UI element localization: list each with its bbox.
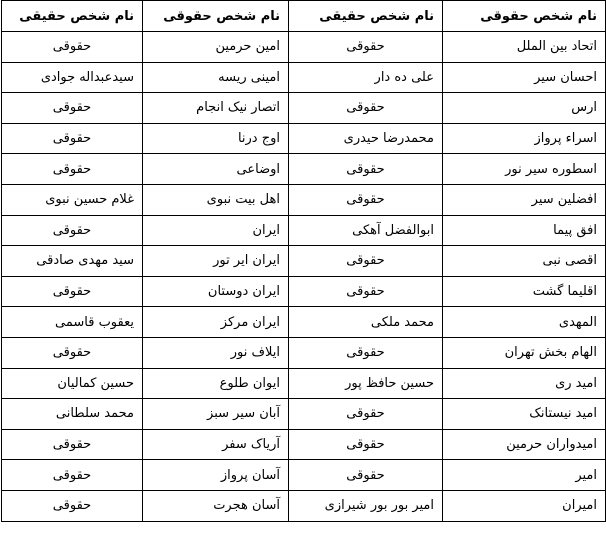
legal-name-cell: المهدی: [443, 307, 606, 338]
legal-name-cell: افضلین سیر: [443, 184, 606, 215]
real-name-cell: محمدرضا حیدری: [289, 123, 443, 154]
real-name-cell: حقوقی: [289, 337, 443, 368]
table-row: [2, 184, 606, 215]
real-name-cell: حقوقی: [289, 154, 443, 185]
header-legal-name-1: نام شخص حقوقی: [443, 1, 606, 32]
table-row: [2, 215, 606, 246]
legal-name-cell: آبان سیر سبز: [143, 399, 289, 430]
legal-name-cell: امین حرمین: [143, 32, 289, 63]
table-row: [2, 460, 606, 491]
real-name-cell: حقوقی: [2, 32, 143, 63]
legal-name-cell: آسان پرواز: [143, 460, 289, 491]
table-row: [2, 154, 606, 185]
real-name-cell: حقوقی: [289, 184, 443, 215]
legal-name-cell: ایران: [143, 215, 289, 246]
real-name-cell: حقوقی: [2, 93, 143, 124]
real-name-cell: سیدعبداله جوادی: [2, 62, 143, 93]
real-name-cell: حقوقی: [289, 399, 443, 430]
legal-name-cell: ارس: [443, 93, 606, 124]
legal-name-cell: امیران: [443, 490, 606, 521]
real-name-cell: غلام حسین نبوی: [2, 184, 143, 215]
table-row: [2, 93, 606, 124]
real-name-cell: حقوقی: [2, 490, 143, 521]
table-row: [2, 307, 606, 338]
table-row: [2, 368, 606, 399]
real-name-cell: ابوالفضل آهکی: [289, 215, 443, 246]
legal-name-cell: ایلاف نور: [143, 337, 289, 368]
company-persons-table: [1, 0, 606, 522]
legal-name-cell: ایران ایر تور: [143, 246, 289, 277]
legal-name-cell: اتصار نیک انجام: [143, 93, 289, 124]
real-name-cell: یعقوب قاسمی: [2, 307, 143, 338]
legal-name-cell: اهل بیت نبوی: [143, 184, 289, 215]
real-name-cell: حقوقی: [2, 429, 143, 460]
legal-name-cell: اوج درنا: [143, 123, 289, 154]
header-real-name-2: نام شخص حقیقی: [2, 1, 143, 32]
table-row: [2, 32, 606, 63]
legal-name-cell: امینی ریسه: [143, 62, 289, 93]
real-name-cell: حقوقی: [2, 337, 143, 368]
table-header-row: [2, 1, 606, 32]
real-name-cell: حقوقی: [2, 215, 143, 246]
real-name-cell: حقوقی: [289, 32, 443, 63]
legal-name-cell: اوضاعی: [143, 154, 289, 185]
table-row: [2, 246, 606, 277]
legal-name-cell: ایران دوستان: [143, 276, 289, 307]
legal-name-cell: اتحاد بین الملل: [443, 32, 606, 63]
real-name-cell: حقوقی: [2, 276, 143, 307]
table-row: [2, 337, 606, 368]
legal-name-cell: آریاک سفر: [143, 429, 289, 460]
table-body: [2, 32, 606, 522]
legal-name-cell: آسان هجرت: [143, 490, 289, 521]
legal-name-cell: احسان سیر: [443, 62, 606, 93]
real-name-cell: حسین حافظ پور: [289, 368, 443, 399]
legal-name-cell: افق پیما: [443, 215, 606, 246]
legal-name-cell: امیدواران حرمین: [443, 429, 606, 460]
real-name-cell: حقوقی: [2, 460, 143, 491]
table-row: [2, 123, 606, 154]
legal-name-cell: امید نیستانک: [443, 399, 606, 430]
real-name-cell: محمد سلطانی: [2, 399, 143, 430]
table-row: [2, 429, 606, 460]
header-real-name-1: نام شخص حقیقی: [289, 1, 443, 32]
real-name-cell: حقوقی: [2, 123, 143, 154]
real-name-cell: امیر بور بور شیرازی: [289, 490, 443, 521]
table-row: [2, 399, 606, 430]
real-name-cell: حقوقی: [289, 276, 443, 307]
real-name-cell: محمد ملکی: [289, 307, 443, 338]
legal-name-cell: الهام بخش تهران: [443, 337, 606, 368]
legal-name-cell: ایران مرکز: [143, 307, 289, 338]
real-name-cell: حقوقی: [289, 93, 443, 124]
legal-name-cell: اقصی نبی: [443, 246, 606, 277]
real-name-cell: حقوقی: [289, 246, 443, 277]
real-name-cell: حقوقی: [2, 154, 143, 185]
real-name-cell: حقوقی: [289, 460, 443, 491]
table-row: [2, 276, 606, 307]
legal-name-cell: ایوان طلوع: [143, 368, 289, 399]
real-name-cell: علی ده دار: [289, 62, 443, 93]
real-name-cell: حسین کمالیان: [2, 368, 143, 399]
legal-name-cell: امیر: [443, 460, 606, 491]
legal-name-cell: امید ری: [443, 368, 606, 399]
legal-name-cell: اسطوره سیر نور: [443, 154, 606, 185]
real-name-cell: حقوقی: [289, 429, 443, 460]
table-row: [2, 490, 606, 521]
header-legal-name-2: نام شخص حقوقی: [143, 1, 289, 32]
table-row: [2, 62, 606, 93]
real-name-cell: سید مهدی صادقی: [2, 246, 143, 277]
legal-name-cell: اقلیما گشت: [443, 276, 606, 307]
legal-name-cell: اسراء پرواز: [443, 123, 606, 154]
